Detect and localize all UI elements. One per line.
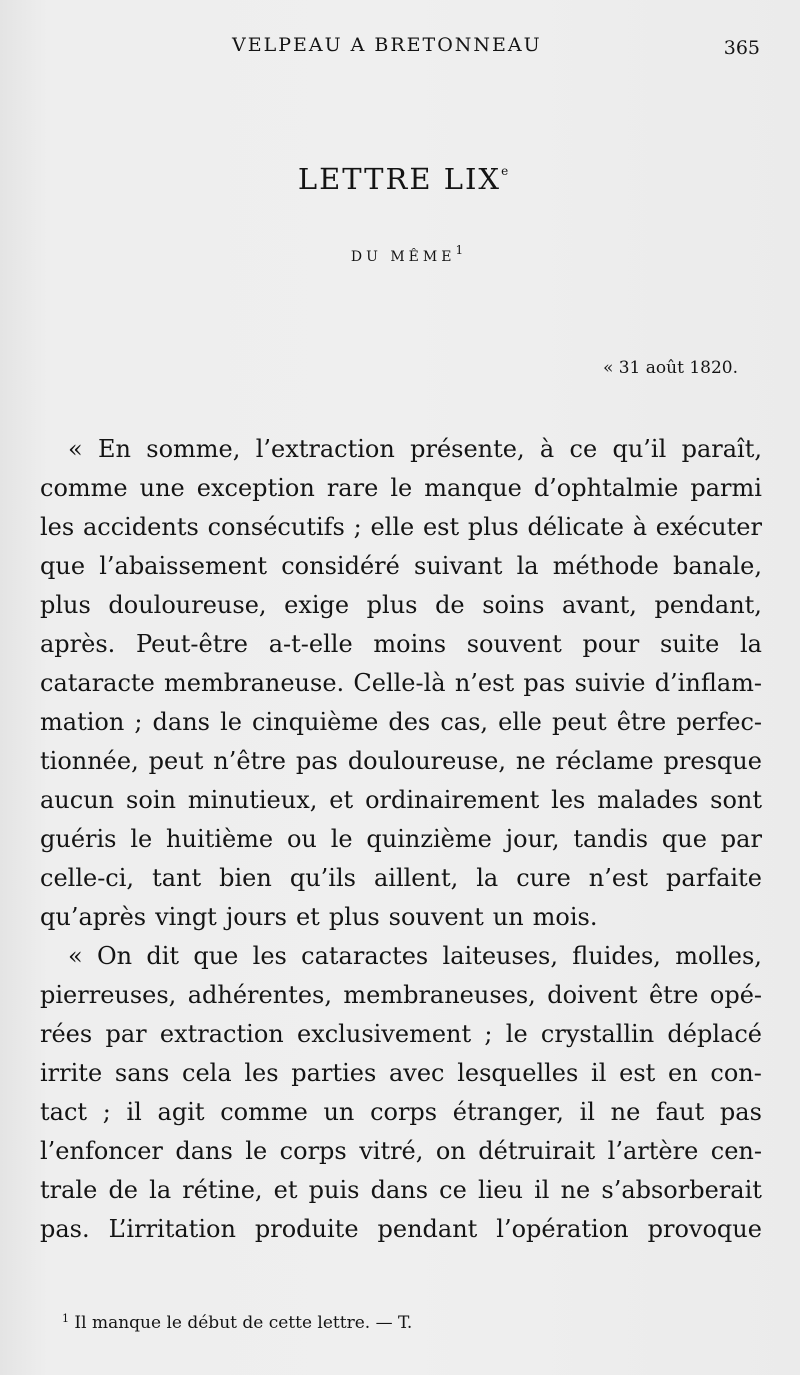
body-word: molles, [675,942,762,970]
body-word: ; [353,513,362,541]
body-word: à [632,513,648,541]
running-head [0,34,800,64]
body-word: l’enfoncer [40,1137,163,1165]
body-word: ce [569,435,598,463]
body-word: s’absorberait [601,1176,762,1204]
body-word: ne [560,1176,591,1204]
body-word: agit [157,1098,205,1126]
body-word: « [68,942,83,970]
body-word: et [295,903,320,931]
body-word: qu’il [612,435,667,463]
body-word: que [40,552,86,580]
body-word: fluides, [572,942,661,970]
body-word: ne [515,747,546,775]
body-word: le [390,474,413,502]
body-word: il [579,1098,595,1126]
body-word: rées [40,1020,93,1048]
body-word: de [108,1176,139,1204]
body-word: détruirait [478,1137,596,1165]
body-line [40,703,762,742]
body-word: le [330,825,353,853]
body-word: de [435,591,465,619]
body-word: provoque [647,1215,762,1243]
body-line [40,1015,762,1054]
body-word: qu’ils [289,864,356,892]
body-word: n’est [454,669,515,697]
body-word: huitième [166,825,274,853]
body-word: dans [175,1137,233,1165]
letter-sender [0,243,800,265]
body-word: perfec- [676,708,762,736]
body-word: il [126,1098,142,1126]
body-word: quinzième [366,825,492,853]
body-line [40,742,762,781]
body-word: opé- [709,981,762,1009]
body-word: lesquelles [457,1059,579,1087]
body-line [40,586,762,625]
letter-date: « 31 août 1820. [602,358,738,378]
body-word: exige [284,591,350,619]
body-word: cela [182,1059,232,1087]
body-line [40,976,762,1015]
body-line [40,430,762,469]
body-word: pas [523,669,566,697]
body-word: les [551,786,586,814]
body-word: suivant [414,552,503,580]
body-word: suite [659,630,720,658]
body-word: plus [467,513,519,541]
body-line [40,547,762,586]
body-word: par [720,825,762,853]
body-word: parmi [690,474,762,502]
body-word: tact [40,1098,88,1126]
body-word: d’inflam- [654,669,762,697]
body-line [40,1171,762,1210]
body-word: membraneuse. [164,669,345,697]
body-word: aillent, [373,864,459,892]
body-line [40,898,762,937]
body-word: délicate [527,513,624,541]
body-line [40,781,762,820]
body-word: peut [551,708,607,736]
body-word: dans [152,708,210,736]
body-word: paraît, [681,435,762,463]
body-word: « [68,435,83,463]
body-word: tant [152,864,202,892]
body-word: souvent [466,630,562,658]
body-word: pendant, [654,591,762,619]
body-word: doivent [547,981,638,1009]
body-word: manque [424,474,522,502]
body-word: rare [326,474,379,502]
body-word: la [476,864,499,892]
body-word: peut [148,747,204,775]
body-word: cen- [710,1137,762,1165]
body-word: l’extraction [255,435,395,463]
body-word: après. [40,630,116,658]
body-line [40,469,762,508]
body-word: présente, [410,435,525,463]
body-word: plus [366,591,418,619]
body-word: rétine, [182,1176,263,1204]
body-word: adhérentes, [187,981,332,1009]
body-word: tionnée, [40,747,139,775]
body-word: laiteuses, [442,942,558,970]
body-word: accidents [82,513,199,541]
body-word: parfaite [666,864,762,892]
body-word: sans [114,1059,170,1087]
body-word: avant, [562,591,637,619]
body-word: il [591,1059,607,1087]
body-word: la [516,552,539,580]
body-word: membraneuses, [343,981,536,1009]
body-word: on [435,1137,466,1165]
body-line [40,1093,762,1132]
body-word: banale, [673,552,762,580]
body-word: d’ophtalmie [533,474,679,502]
body-word: presque [663,747,762,775]
body-word: exception [196,474,315,502]
body-word: puis [308,1176,360,1204]
body-word: vingt [155,903,217,931]
page-number: 365 [723,37,760,59]
body-word: Celle-là [353,669,446,697]
body-word: ce [439,1176,467,1204]
body-word: méthode [552,552,659,580]
body-word: lieu [477,1176,523,1204]
body-word: soins [482,591,545,619]
body-word: considéré [281,552,400,580]
body-word: ou [286,825,317,853]
body-line [40,508,762,547]
body-word: n’est [588,864,649,892]
body-word: elle [498,708,542,736]
body-word: est [422,513,460,541]
body-word: et [329,786,354,814]
body-word: con- [710,1059,762,1087]
body-word: plus [40,591,91,619]
body-word: consécutifs [207,513,345,541]
body-word: ; [484,1020,493,1048]
body-word: mois. [532,903,598,931]
body-line [40,1210,762,1249]
body-word: plus [328,903,380,931]
body-line [40,859,762,898]
body-word: ; [102,1098,111,1126]
body-word: tandis [573,825,649,853]
body-word: dit [146,942,180,970]
letter-body [40,430,762,1249]
body-word: On [96,942,133,970]
body-word: pas [295,747,338,775]
body-word: Peut-être [136,630,249,658]
body-word: elle [370,513,415,541]
body-line [40,937,762,976]
body-word: parties [291,1059,377,1087]
body-word: l’opération [496,1215,629,1243]
body-word: corps [279,1137,347,1165]
body-word: être [648,981,699,1009]
body-word: somme, [146,435,241,463]
body-word: pierreuses, [40,981,177,1009]
body-word: est [619,1059,656,1087]
footnote-text: Il manque le début de cette lettre. — T. [74,1313,413,1333]
letter-title-superscript: e [501,164,509,178]
body-word: extraction [159,1020,284,1048]
body-word: en [668,1059,698,1087]
body-word: ; [134,708,143,736]
body-word: un [323,1098,355,1126]
body-word: comme [40,474,128,502]
footnote-marker: 1 [62,1312,69,1325]
body-word: le [505,1020,528,1048]
body-word: exécuter [655,513,762,541]
body-line [40,1054,762,1093]
body-word: des [388,708,431,736]
body-word: et [273,1176,298,1204]
body-word: la [149,1176,172,1204]
letter-title-text: LETTRE LIX [297,162,502,196]
letter-title [0,162,800,196]
body-word: par [105,1020,147,1048]
body-word: le [245,1137,268,1165]
body-word: n’être [213,747,286,775]
body-line [40,1132,762,1171]
body-word: dans [370,1176,429,1204]
body-word: En [97,435,131,463]
body-word: l’artère [607,1137,699,1165]
body-word: bien [219,864,272,892]
body-word: cas, [440,708,489,736]
body-word: réclame [555,747,654,775]
body-word: vitré, [359,1137,424,1165]
body-word: comme [220,1098,308,1126]
body-word: ne [610,1098,641,1126]
body-word: exclusivement [297,1020,472,1048]
body-word: que [661,825,707,853]
body-word: soin [126,786,176,814]
body-line [40,820,762,859]
body-word: étranger, [452,1098,564,1126]
body-word: il [534,1176,550,1204]
body-word: le [220,708,242,736]
body-word: guéris [40,825,117,853]
body-word: moins [373,630,447,658]
body-word: ordinairement [365,786,540,814]
body-word: l’abaissement [99,552,268,580]
body-word: corps [370,1098,438,1126]
body-line [40,664,762,703]
body-word: la [739,630,762,658]
body-word: déplacé [667,1020,762,1048]
body-word: jour, [505,825,560,853]
body-line [40,625,762,664]
body-word: sont [710,786,762,814]
body-word: crystallin [540,1020,655,1048]
body-word: produite [254,1215,359,1243]
body-word: aucun [40,786,115,814]
body-word: cataractes [301,942,429,970]
footnote-reference: 1 [455,243,464,257]
body-word: celle-ci, [40,864,135,892]
body-word: cataracte [40,669,155,697]
body-word: les [244,1059,279,1087]
body-word: que [193,942,239,970]
body-word: à [539,435,555,463]
body-word: cinquième [252,708,379,736]
body-word: mation [40,708,125,736]
body-word: une [139,474,185,502]
body-word: L’irritation [108,1215,236,1243]
sender-text: DU MÊME [350,249,456,265]
body-word: pas. [40,1215,90,1243]
body-word: trale [40,1176,98,1204]
body-word: avec [388,1059,445,1087]
body-word: être [616,708,667,736]
body-word: pas [719,1098,762,1126]
footnote [62,1312,412,1333]
body-word: douloureuse, [347,747,506,775]
body-word: les [40,513,75,541]
body-word: les [252,942,287,970]
body-word: suivie [574,669,646,697]
body-word: un [492,903,524,931]
body-word: douloureuse, [108,591,267,619]
body-word: jours [225,903,287,931]
body-word: minutieux, [187,786,318,814]
body-word: souvent [388,903,484,931]
body-word: le [130,825,153,853]
body-word: qu’après [40,903,147,931]
body-word: pour [582,630,640,658]
running-title: VELPEAU A BRETONNEAU [232,34,542,56]
body-word: faut [655,1098,705,1126]
body-word: cure [516,864,571,892]
body-word: irrite [40,1059,103,1087]
body-word: pendant [377,1215,478,1243]
body-word: malades [597,786,699,814]
body-word: a-t-elle [268,630,353,658]
